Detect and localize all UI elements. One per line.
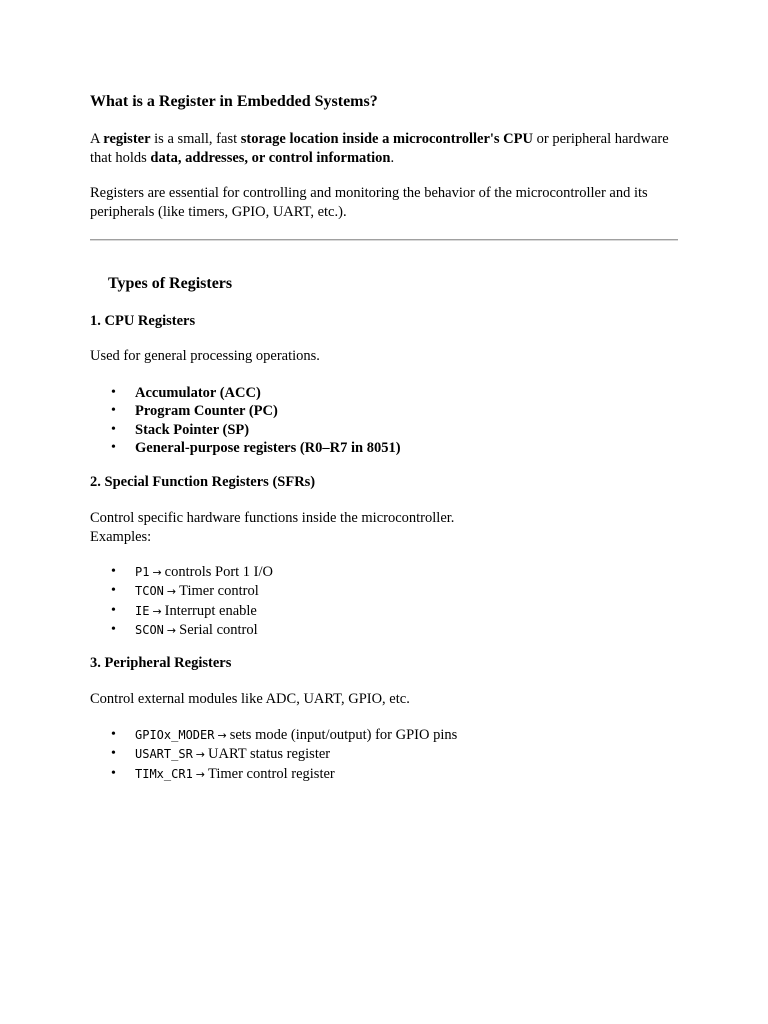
bullet-icon: • <box>111 622 116 638</box>
list-item: • Program Counter (PC) <box>111 403 278 420</box>
list-item: • Stack Pointer (SP) <box>111 421 250 438</box>
right-arrow-icon: → <box>152 566 162 579</box>
register-code: SCON <box>135 623 164 638</box>
bullet-icon: • <box>111 385 116 400</box>
register-code: GPIOx_MODER <box>135 728 215 742</box>
purpose-paragraph: Registers are essential for controlling and monitoring the behavior of the microcontroller and its peripherals (like timers, GPIO, UART, etc.). <box>90 185 648 220</box>
sfr-heading: 2. Special Function Registers (SFRs) <box>90 474 316 490</box>
bullet-icon: • <box>111 421 116 437</box>
register-code: USART_SR <box>135 747 193 762</box>
cpu-register-list <box>90 384 401 458</box>
cpu-registers-heading: 1. CPU Registers <box>90 313 196 329</box>
horizontal-divider <box>90 239 678 241</box>
right-arrow-icon: → <box>195 748 206 762</box>
bullet-icon: • <box>111 583 116 599</box>
page-title: What is a Register in Embedded Systems? <box>90 93 378 110</box>
intro-paragraph <box>90 130 680 168</box>
bullet-icon: • <box>111 602 116 618</box>
cpu-description: Used for general processing operations. <box>90 348 320 364</box>
list-item: • SCON → Serial control <box>111 622 258 639</box>
right-arrow-icon: → <box>217 729 227 742</box>
bullet-icon: • <box>111 564 116 579</box>
list-item: • P1 → controls Port 1 I/O <box>111 564 274 580</box>
list-item: • Accumulator (ACC) <box>111 385 261 401</box>
intro-text-2: is a small, fast <box>150 131 241 147</box>
register-code: TIMx_CR1 <box>135 766 193 781</box>
sfr-register-list <box>90 563 273 641</box>
sfr-description: Control specific hardware functions inside the microcontroller. <box>90 510 455 526</box>
peripheral-register-list <box>90 726 457 784</box>
bullet-icon: • <box>111 440 116 456</box>
intro-text-3: or peripheral hardware that holds <box>90 131 669 166</box>
register-code: IE <box>135 603 150 618</box>
peripheral-heading: 3. Peripheral Registers <box>90 655 232 671</box>
right-arrow-icon: → <box>166 624 177 638</box>
intro-text-1: A <box>90 131 104 147</box>
intro-bold-storage: storage location inside a microcontroller's CPU <box>240 131 533 147</box>
types-heading: Types of Registers <box>108 275 233 292</box>
right-arrow-icon: → <box>166 585 177 599</box>
intro-text-4: . <box>390 150 395 166</box>
bullet-icon: • <box>111 765 116 781</box>
intro-bold-data: data, addresses, or control information <box>150 150 391 166</box>
bullet-icon: • <box>111 403 116 419</box>
bullet-icon: • <box>111 746 116 762</box>
list-item: • USART_SR → UART status register <box>111 746 331 763</box>
bullet-icon: • <box>111 727 116 742</box>
register-code: P1 <box>135 565 150 579</box>
list-item: • IE → Interrupt enable <box>111 602 257 619</box>
list-item: • TIMx_CR1 → Timer control register <box>111 765 335 782</box>
list-item: • General-purpose registers (R0–R7 in 8051) <box>111 440 401 457</box>
right-arrow-icon: → <box>195 767 206 781</box>
intro-bold-register: register <box>103 131 151 147</box>
list-item: • TCON → Timer control <box>111 583 259 600</box>
register-code: TCON <box>135 584 164 599</box>
sfr-examples-label: Examples: <box>90 529 152 545</box>
peripheral-description: Control external modules like ADC, UART, GPIO, etc. <box>90 691 410 707</box>
right-arrow-icon: → <box>152 604 162 618</box>
list-item: • GPIOx_MODER → sets mode (input/output) for GPIO pins <box>111 727 458 743</box>
